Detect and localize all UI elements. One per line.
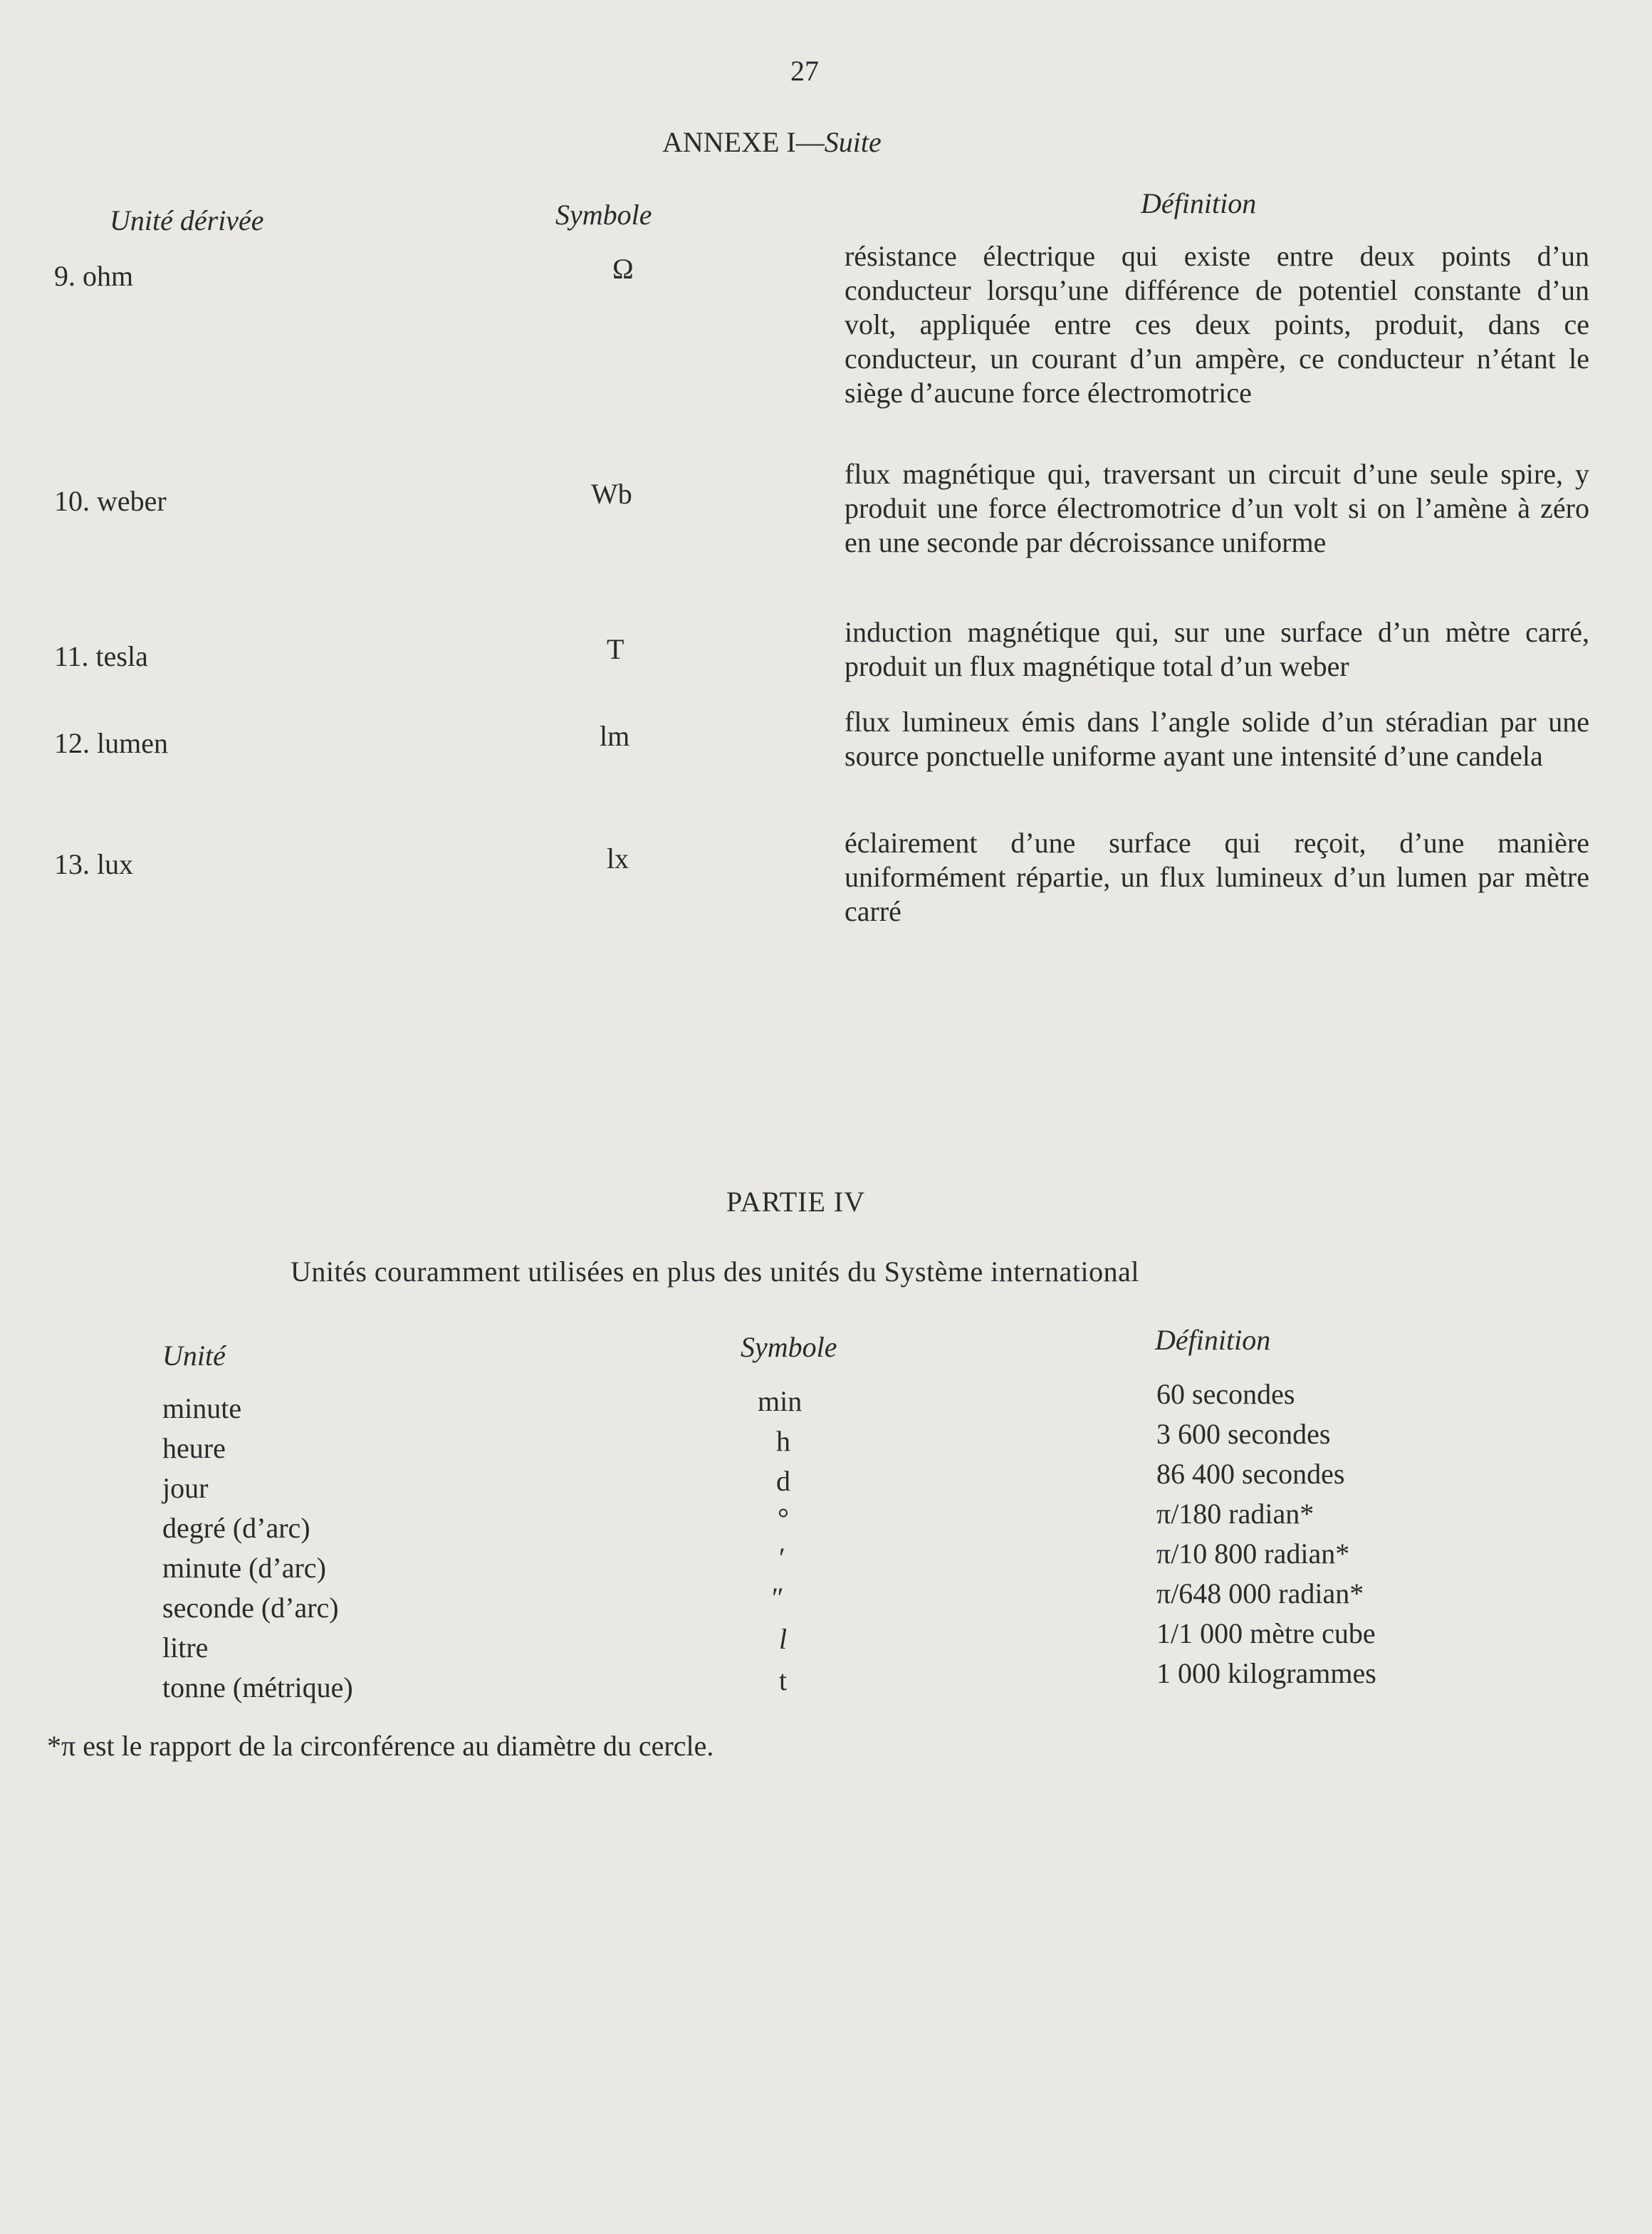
annex-row-unit: 10. weber (54, 485, 167, 517)
unit-cell: tonne (métrique) (162, 1671, 353, 1703)
annex-row-symbol: Wb (591, 478, 632, 510)
unit-cell: degré (d’arc) (162, 1512, 310, 1544)
header-definition: Définition (1141, 187, 1257, 219)
annex-title-suffix: Suite (824, 126, 882, 158)
symbol-cell: d (776, 1465, 790, 1497)
annex-row-definition: résistance électrique qui existe entre deux points d’un conducteur lorsqu’une différence de potentiel constante d’un volt, appliquée entre ces deux points, produit, dans ce conducteur, un courant d’un ampère, ce conducteur n’étant le siège d’aucune force électromotrice (845, 240, 1589, 409)
definition-cell: 1/1 000 mètre cube (1156, 1617, 1376, 1649)
definition-cell: 60 secondes (1156, 1378, 1295, 1410)
definition-cell: π/10 800 radian* (1156, 1538, 1350, 1570)
symbol-cell: min (758, 1385, 803, 1417)
annex-row-unit: 9. ohm (54, 260, 134, 292)
symbol-cell: h (776, 1425, 790, 1457)
header-symbole: Symbole (741, 1331, 837, 1363)
annex-row-symbol: lx (607, 842, 629, 875)
symbol-cell: t (779, 1664, 788, 1696)
definition-cell: π/180 radian* (1156, 1498, 1314, 1530)
symbol-cell: l (779, 1623, 788, 1655)
symbol-cell: ′ (779, 1542, 785, 1574)
unit-cell: minute (d’arc) (162, 1552, 326, 1584)
annex-title-main: ANNEXE I— (662, 126, 825, 158)
definition-cell: π/648 000 radian* (1156, 1577, 1364, 1609)
part-title: PARTIE IV (726, 1186, 866, 1218)
header-unit-derivee: Unité dérivée (110, 204, 264, 236)
annex-row-definition: éclairement d’une surface qui reçoit, d’une manière uniformément répartie, un flux lumineux d’un lumen par mètre carré (845, 827, 1589, 927)
annex-title (662, 125, 882, 159)
header-unite: Unité (162, 1340, 226, 1372)
page-number: 27 (790, 55, 819, 87)
part-subtitle: Unités couramment utilisées en plus des unités du Système international (291, 1256, 1139, 1288)
annex-row-definition: flux magnétique qui, traversant un circuit d’une seule spire, y produit une force électromotrice d’un volt si on l’amène à zéro en une seconde par décroissance uniforme (845, 458, 1589, 558)
annex-row-symbol: Ω (612, 253, 634, 285)
annex-row-symbol: T (607, 633, 624, 665)
annex-row-definition: flux lumineux émis dans l’angle solide d’un stéradian par une source ponctuelle uniforme ayant une intensité d’une candela (845, 706, 1589, 772)
annex-row-unit: 13. lux (54, 848, 134, 880)
definition-cell: 1 000 kilogrammes (1156, 1657, 1376, 1689)
unit-cell: seconde (d’arc) (162, 1592, 339, 1624)
unit-cell: litre (162, 1632, 209, 1664)
unit-cell: heure (162, 1432, 226, 1464)
footnote: *π est le rapport de la circonférence au diamètre du cercle. (47, 1730, 714, 1762)
annex-row-definition: induction magnétique qui, sur une surface d’un mètre carré, produit un flux magnétique total d’un weber (845, 616, 1589, 682)
unit-cell: jour (162, 1472, 209, 1504)
unit-cell: minute (162, 1392, 242, 1424)
annex-row-unit: 11. tesla (54, 640, 148, 672)
annex-row-unit: 12. lumen (54, 727, 168, 759)
header-definition: Définition (1155, 1324, 1271, 1356)
definition-cell: 86 400 secondes (1156, 1458, 1345, 1490)
symbol-cell: ° (778, 1502, 789, 1534)
annex-row-symbol: lm (600, 720, 630, 752)
definition-cell: 3 600 secondes (1156, 1418, 1331, 1450)
header-symbole: Symbole (555, 199, 652, 231)
symbol-cell: ″ (772, 1582, 784, 1614)
